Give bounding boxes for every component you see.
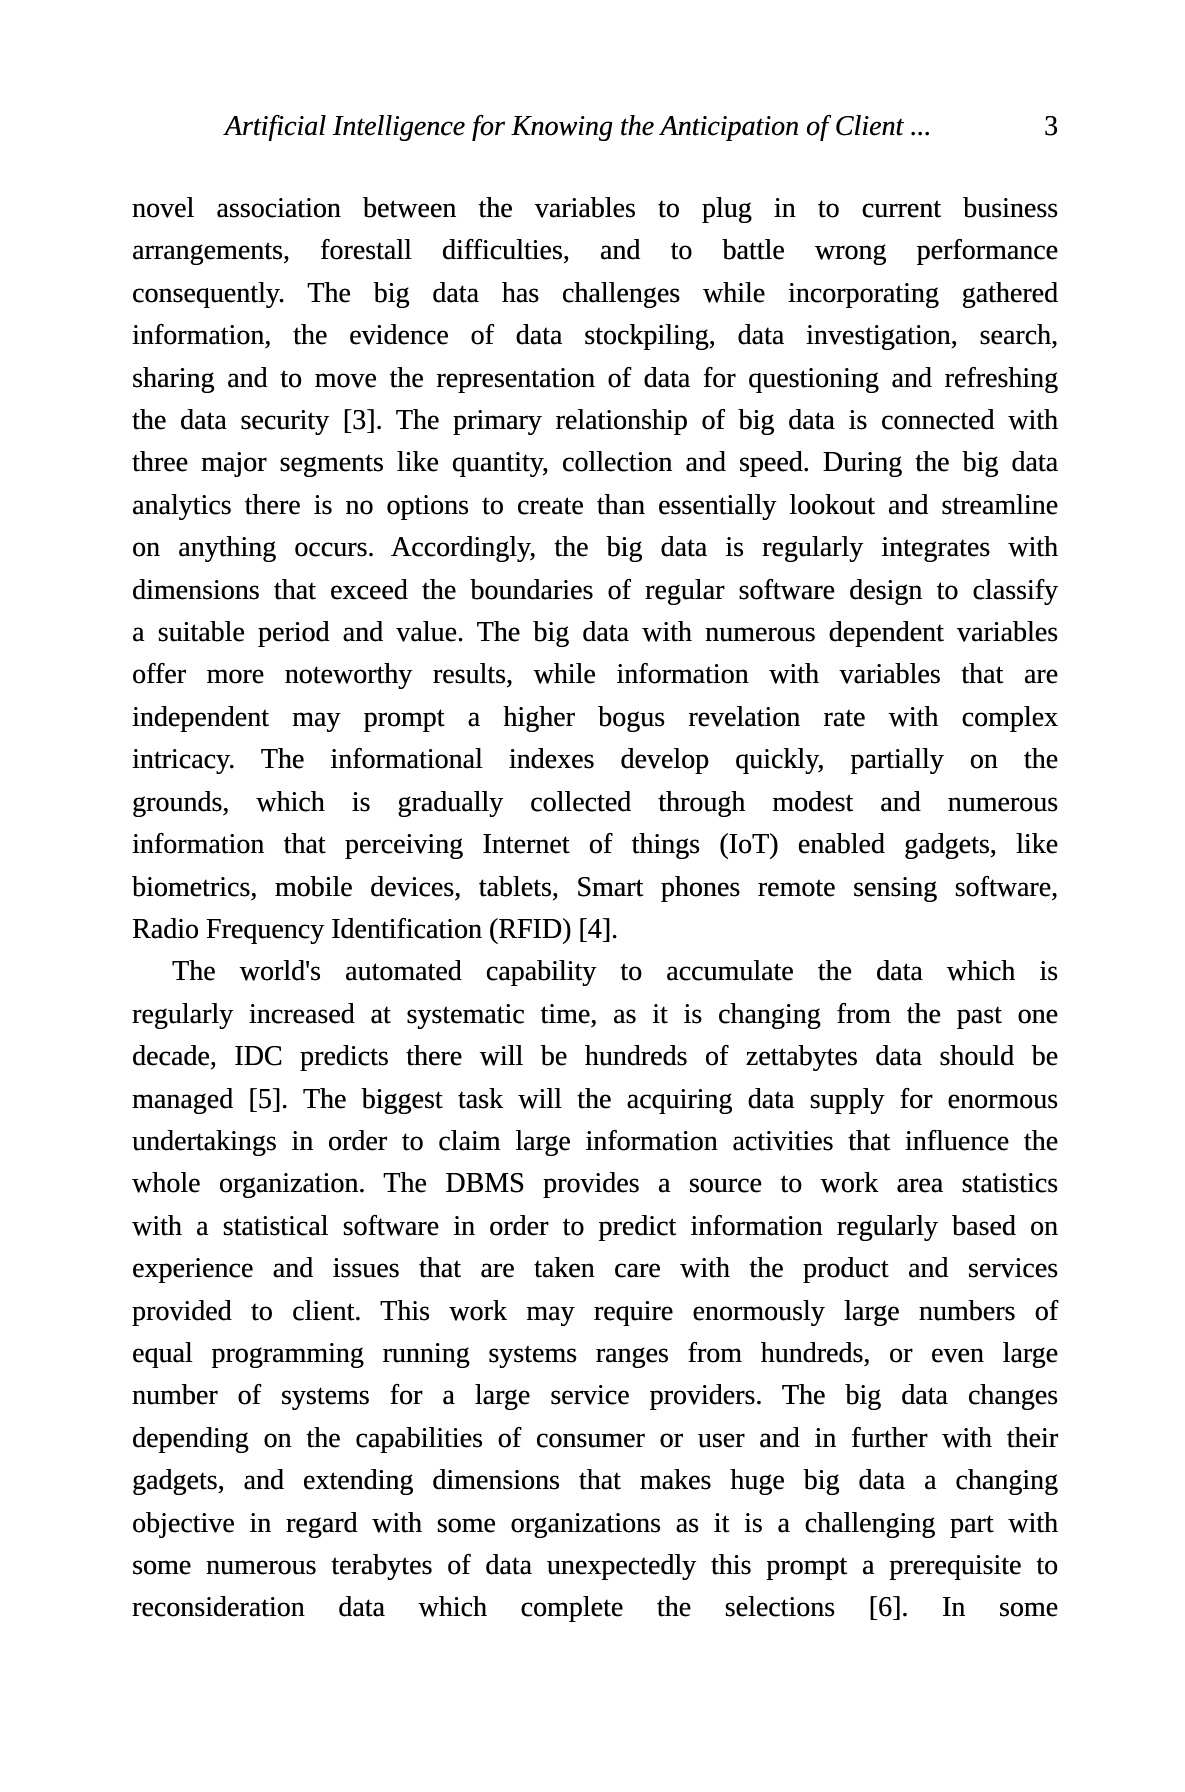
text-line: consequently. The big data has challenges while incorporating gathered (132, 277, 1058, 309)
text-line: with a statistical software in order to predict information regularly based on (132, 1210, 1058, 1242)
text-line: three major segments like quantity, collection and speed. During the big data (132, 447, 1058, 479)
text-line: decade, IDC predicts there will be hundreds of zettabytes data should be (132, 1041, 1058, 1073)
running-title: Artificial Intelligence for Knowing the Anticipation of Client ... (224, 111, 932, 142)
text-line: Radio Frequency Identification (RFID) [4]. (132, 913, 618, 945)
paragraph (132, 951, 1058, 1630)
text-line: managed [5]. The biggest task will the acquiring data supply for enormous (132, 1083, 1058, 1115)
text-line: reconsideration data which complete the selections [6]. In some (132, 1592, 1058, 1624)
text-line: a suitable period and value. The big data with numerous dependent variables (132, 617, 1058, 649)
text-line: gadgets, and extending dimensions that makes huge big data a changing (132, 1465, 1058, 1497)
text-line: arrangements, forestall difficulties, and to battle wrong performance (132, 235, 1058, 267)
text-line: The world's automated capability to accumulate the data which is (172, 956, 1058, 988)
text-line: biometrics, mobile devices, tablets, Smart phones remote sensing software, (132, 871, 1058, 903)
text-line: number of systems for a large service providers. The big data changes (132, 1380, 1058, 1412)
page-number: 3 (1044, 111, 1058, 142)
text-line: dimensions that exceed the boundaries of regular software design to classify (132, 574, 1058, 606)
text-line: regularly increased at systematic time, as it is changing from the past one (132, 998, 1058, 1030)
text-line: the data security [3]. The primary relationship of big data is connected with (132, 405, 1058, 437)
text-line: objective in regard with some organizations as it is a challenging part with (132, 1507, 1058, 1539)
text-line: undertakings in order to claim large information activities that influence the (132, 1125, 1058, 1157)
running-header (132, 106, 1058, 148)
body-text (132, 188, 1058, 1630)
text-line: grounds, which is gradually collected through modest and numerous (132, 786, 1058, 818)
text-line: experience and issues that are taken care with the product and services (132, 1253, 1058, 1285)
paragraph (132, 188, 1058, 951)
text-line: offer more noteworthy results, while information with variables that are (132, 659, 1058, 691)
text-line: intricacy. The informational indexes develop quickly, partially on the (132, 744, 1058, 776)
text-line: independent may prompt a higher bogus revelation rate with complex (132, 701, 1058, 733)
text-line: some numerous terabytes of data unexpectedly this prompt a prerequisite to (132, 1550, 1058, 1581)
text-line: sharing and to move the representation of data for questioning and refreshing (132, 362, 1058, 394)
text-line: information, the evidence of data stockpiling, data investigation, search, (132, 320, 1058, 352)
text-line: provided to client. This work may require enormously large numbers of (132, 1295, 1058, 1327)
text-line: novel association between the variables to plug in to current business (132, 193, 1058, 224)
text-line: on anything occurs. Accordingly, the big data is regularly integrates with (132, 532, 1058, 564)
text-line: analytics there is no options to create than essentially lookout and streamline (132, 489, 1058, 521)
text-line: whole organization. The DBMS provides a source to work area statistics (132, 1168, 1058, 1200)
text-line: equal programming running systems ranges from hundreds, or even large (132, 1337, 1058, 1369)
text-line: depending on the capabilities of consumer or user and in further with their (132, 1422, 1058, 1454)
text-line: information that perceiving Internet of things (IoT) enabled gadgets, like (132, 829, 1058, 861)
